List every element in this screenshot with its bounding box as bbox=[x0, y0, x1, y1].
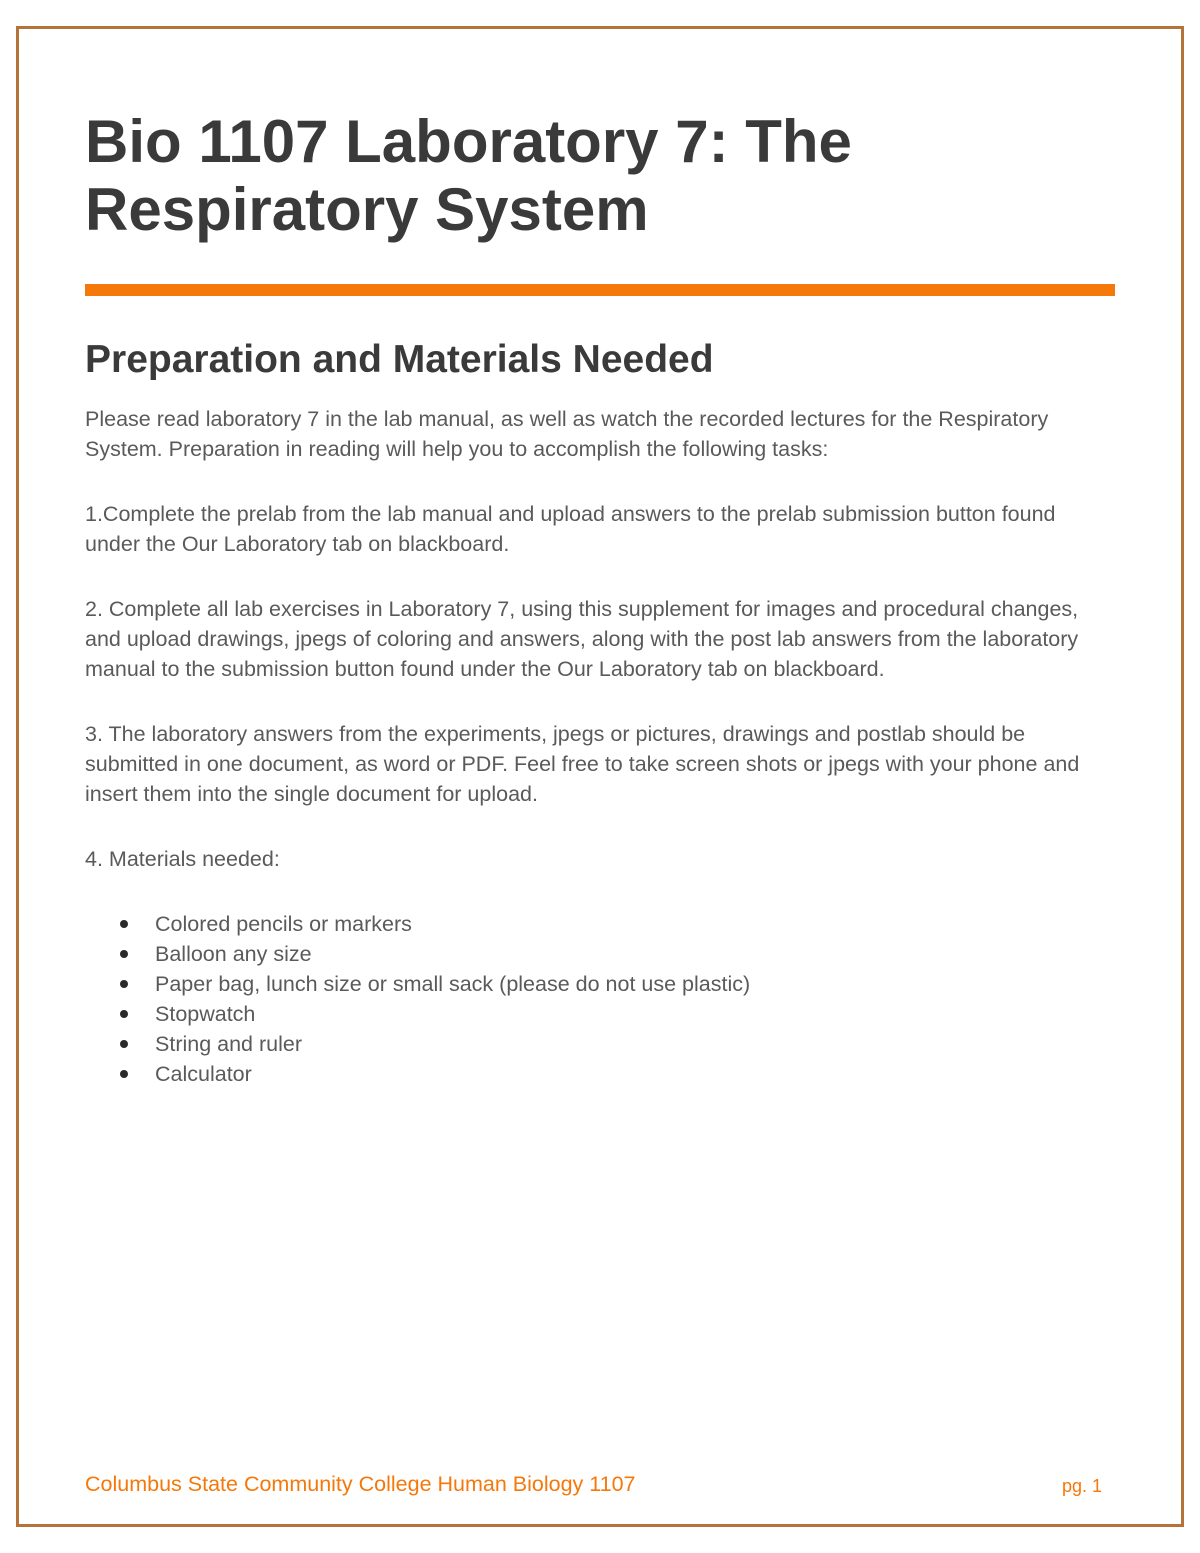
intro-paragraph: Please read laboratory 7 in the lab manual, as well as watch the recorded lectures for the Respiratory System. Preparation in reading will help you to accomplish the following tasks: bbox=[85, 407, 1049, 461]
list-item bbox=[85, 939, 1115, 969]
list-item-text: String and ruler bbox=[155, 1032, 302, 1056]
section-heading: Preparation and Materials Needed bbox=[85, 338, 714, 381]
list-item-text: Colored pencils or markers bbox=[155, 912, 412, 936]
document-title: Bio 1107 Laboratory 7: The Respiratory System bbox=[85, 108, 852, 243]
bullet-icon bbox=[120, 1010, 128, 1018]
footer-page-number: pg. 1 bbox=[1061, 1476, 1102, 1496]
list-item-text: Paper bag, lunch size or small sack (please do not use plastic) bbox=[155, 972, 751, 996]
bullet-icon bbox=[120, 980, 128, 988]
task-3-paragraph: 3. The laboratory answers from the experiments, jpegs or pictures, drawings and postlab should be submitted in one document, as word or PDF. Feel free to take screen shots or jpegs with your phone and insert them into the single document for upload. bbox=[85, 722, 1080, 806]
title-divider bbox=[85, 284, 1115, 296]
list-item bbox=[85, 909, 1115, 939]
bullet-icon bbox=[120, 1070, 128, 1078]
task-2-paragraph: 2. Complete all lab exercises in Laboratory 7, using this supplement for images and procedural changes, and upload drawings, jpegs of coloring and answers, along with the post lab answers from the laboratory manual to the submission button found under the Our Laboratory tab on blackboard. bbox=[85, 597, 1079, 681]
list-item bbox=[85, 999, 1115, 1029]
list-item bbox=[85, 1059, 1115, 1089]
list-item-text: Stopwatch bbox=[155, 1002, 256, 1026]
document-body bbox=[85, 404, 1115, 1089]
list-item bbox=[85, 1029, 1115, 1059]
list-item bbox=[85, 969, 1115, 999]
materials-list bbox=[85, 909, 1115, 1089]
task-4-paragraph: 4. Materials needed: bbox=[85, 847, 280, 871]
list-item-text: Balloon any size bbox=[155, 942, 312, 966]
list-item-text: Calculator bbox=[155, 1062, 252, 1086]
bullet-icon bbox=[120, 920, 128, 928]
bullet-icon bbox=[120, 950, 128, 958]
footer-college-name: Columbus State Community College Human Biology 1107 bbox=[85, 1472, 636, 1496]
task-1-paragraph: 1.Complete the prelab from the lab manual and upload answers to the prelab submission button found under the Our Laboratory tab on blackboard. bbox=[85, 502, 1056, 556]
bullet-icon bbox=[120, 1040, 128, 1048]
